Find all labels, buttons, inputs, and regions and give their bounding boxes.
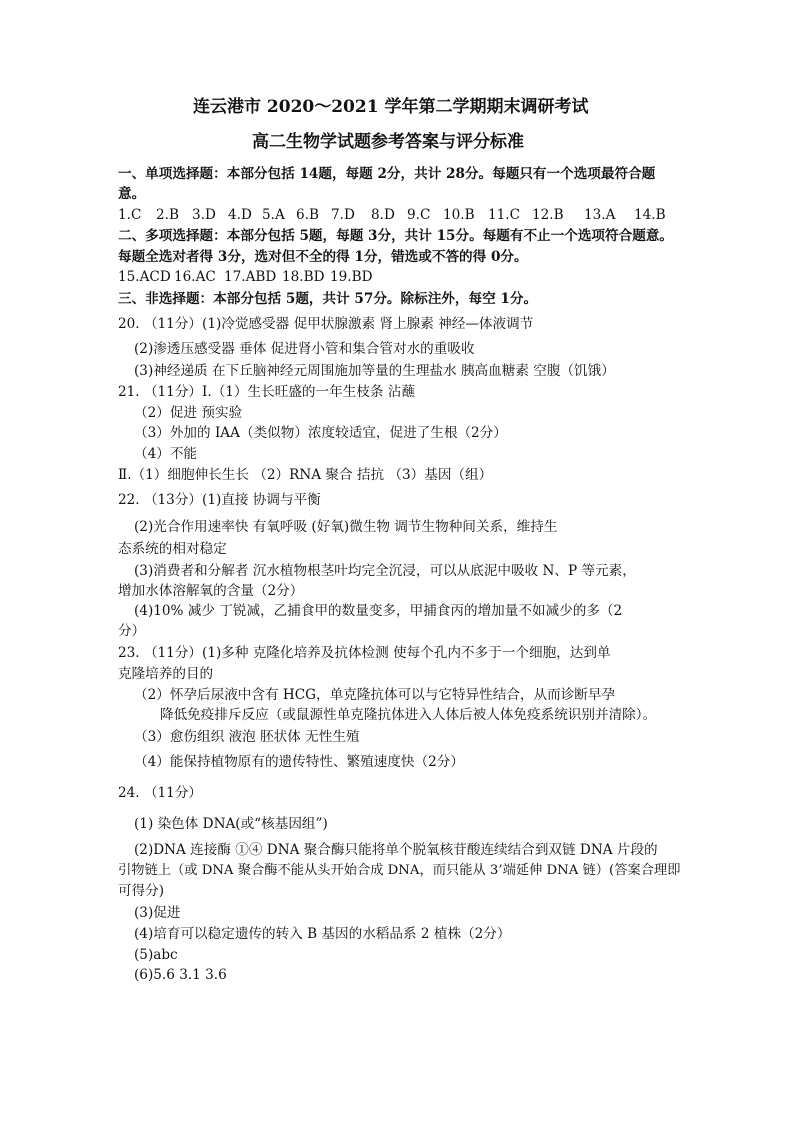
q22-line6: (4)10% 减少 丁锐减，乙捕食甲的数量变多，甲捕食丙的增加量不如减少的多（2 <box>134 603 623 619</box>
section1-heading-line2: 意。 <box>118 186 146 202</box>
q24-line8: (5)abc <box>134 947 178 963</box>
q24-line6: (3)促进 <box>134 905 181 921</box>
q22-line2: (2)光合作用速率快 有氧呼吸 (好氧)微生物 调节生物种间关系，维持生 <box>134 519 558 535</box>
q22-line5: 增加水体溶解氧的含量（2分） <box>118 583 304 599</box>
answer-7: 7.D <box>331 207 355 223</box>
answer-2: 2.B <box>156 207 179 223</box>
answer-13: 13.A <box>584 207 616 223</box>
section3-heading: 三、非选择题：本部分包括 5题，共计 57分。除标注外，每空 1分。 <box>118 291 538 307</box>
q20-line1: 20. （11分）(1)冷觉感受器 促甲状腺激素 肾上腺素 神经—体液调节 <box>118 316 534 332</box>
doc-title-main: 连云港市 2020～2021 学年第二学期期末调研考试 <box>193 97 589 117</box>
q23-line5: （3）愈伤组织 液泡 胚状体 无性生殖 <box>134 729 360 745</box>
answer-3: 3.D <box>192 207 216 223</box>
q20-line2: (2)渗透压感受器 垂体 促进肾小管和集合管对水的重吸收 <box>134 341 475 357</box>
answer-4: 4.D <box>228 207 252 223</box>
q24-line9: (6)5.6 3.1 3.6 <box>134 967 227 983</box>
answer-16: 16.AC <box>174 269 216 285</box>
answer-14: 14.B <box>634 207 666 223</box>
answer-9: 9.C <box>407 207 431 223</box>
answer-6: 6.B <box>296 207 319 223</box>
q21-line3: （3）外加的 IAA（类似物）浓度较适宜，促进了生根（2分） <box>134 425 507 441</box>
q23-line4: 降低免疫排斥反应（或鼠源性单克隆抗体进入人体后被人体免疫系统识别并清除）。 <box>160 707 657 723</box>
answer-8: 8.D <box>371 207 395 223</box>
q21-line5: Ⅱ.（1）细胞伸长生长 （2）RNA 聚合 拮抗 （3）基因（组） <box>118 467 493 483</box>
q22-line1: 22. （13分）(1)直接 协调与平衡 <box>118 492 321 508</box>
q22-line7: 分） <box>118 623 146 639</box>
answer-15: 15.ACD <box>118 269 171 285</box>
answer-12: 12.B <box>532 207 564 223</box>
q24-line3: (2)DNA 连接酶 ①④ DNA 聚合酶只能将单个脱氧核苷酸连续结合到双链 DNA 片段的 <box>134 842 658 858</box>
q20-line3: (3)神经递质 在下丘脑神经元周围施加等量的生理盐水 胰高血糖素 空腹（饥饿） <box>134 363 615 379</box>
q24-line5: 可得分) <box>118 883 165 899</box>
q21-line1: 21. （11分）Ⅰ.（1）生长旺盛的一年生枝条 沾蘸 <box>118 384 415 400</box>
section2-heading-line1: 二、多项选择题：本部分包括 5题，每题 3分，共计 15分。每题有不止一个选项符合题意。 <box>118 228 673 244</box>
doc-title-sub: 高二生物学试题参考答案与评分标准 <box>252 132 524 152</box>
q22-line3: 态系统的相对稳定 <box>118 541 227 557</box>
answer-10: 10.B <box>443 207 475 223</box>
section2-heading-line2: 每题全选对者得 3分，选对但不全的得 1分，错选或不答的得 0分。 <box>118 249 528 265</box>
q23-line2: 克隆培养的目的 <box>118 666 214 682</box>
answer-19: 19.BD <box>330 269 373 285</box>
q23-line6: （4）能保持植物原有的遗传特性、繁殖速度快（2分） <box>134 754 464 770</box>
answer-5: 5.A <box>262 207 285 223</box>
section1-answers-row <box>118 206 678 224</box>
q24-line1: 24. （11分） <box>118 785 203 801</box>
q22-line4: (3)消费者和分解者 沉水植物根茎叶均完全沉浸，可以从底泥中吸收 N、P 等元素， <box>134 563 636 579</box>
answer-1: 1.C <box>118 207 142 223</box>
q23-line3: （2）怀孕后尿液中含有 HCG，单克隆抗体可以与它特异性结合，从而诊断早孕 <box>134 687 616 703</box>
answer-18: 18.BD <box>282 269 325 285</box>
q21-line2: （2）促进 预实验 <box>134 405 243 421</box>
q23-line1: 23. （11分）(1)多种 克隆化培养及抗体检测 使每个孔内不多于一个细胞，达到单 <box>118 645 611 661</box>
section1-heading-line1: 一、单项选择题：本部分包括 14题，每题 2分，共计 28分。每题只有一个选项最符合题 <box>118 166 656 182</box>
q24-line7: (4)培育可以稳定遗传的转入 B 基因的水稻品系 2 植株（2分） <box>134 926 511 942</box>
answer-11: 11.C <box>488 207 521 223</box>
q21-line4: （4）不能 <box>134 446 198 462</box>
section2-answers-row <box>118 268 418 286</box>
q24-line4: 引物链上（或 DNA 聚合酶不能从头开始合成 DNA，而只能从 3’端延伸 DNA 链）(答案合理即 <box>118 863 681 878</box>
answer-17: 17.ABD <box>224 269 277 285</box>
q24-line2: (1) 染色体 DNA(或“核基因组”) <box>134 816 328 832</box>
